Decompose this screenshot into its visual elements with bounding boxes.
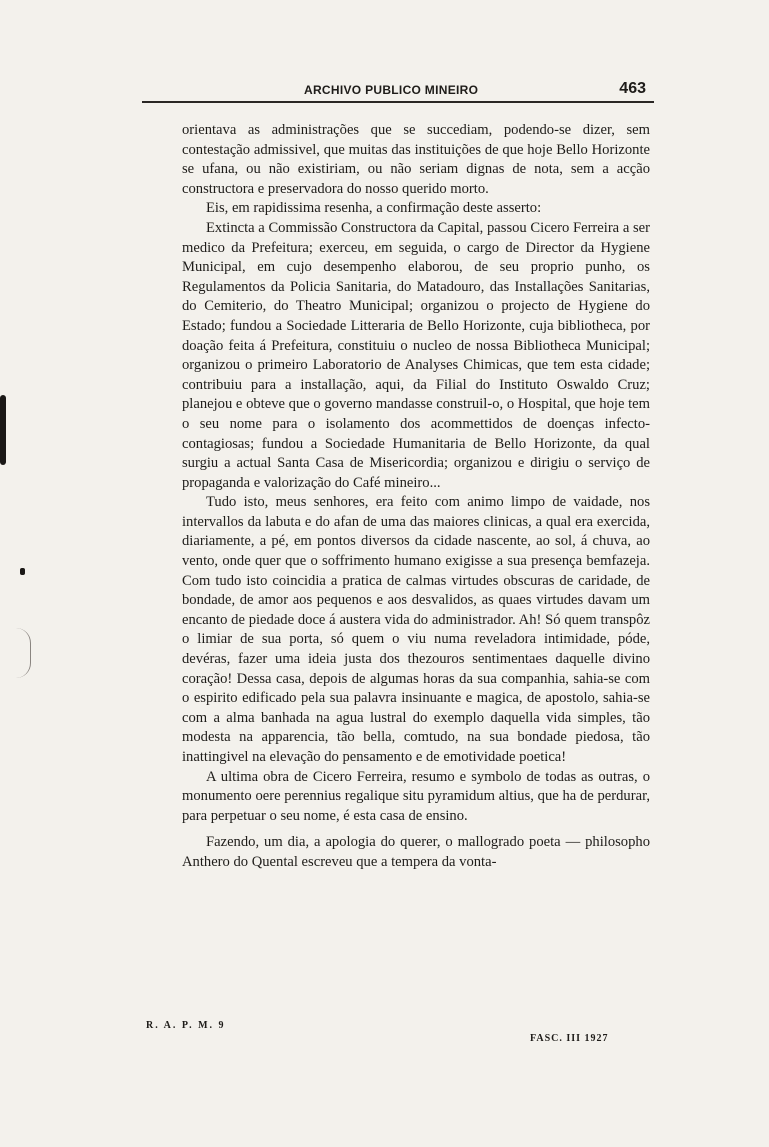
scan-edge-mark xyxy=(16,628,31,678)
header-rule xyxy=(142,101,654,103)
paragraph: Fazendo, um dia, a apologia do querer, o mallogrado poeta — philosopho Anthero do Quental escreveu que a tempera da vonta- xyxy=(182,834,650,870)
paragraph: Extincta a Commissão Constructora da Capital, passou Cicero Ferreira a ser medico da Prefeitura; exerceu, em seguida, o cargo de Director da Hygiene Municipal, em cujo desempenho elaborou, de seu proprio punho, os Regulamentos da Policia Sanitaria, do Matadouro, das Installações Sanitarias, do Cemiterio, do Theatro Municipal; organizou o projecto de Hygiene do Estado; fundou a Sociedade Litteraria de Bello Horizonte, cuja bibliotheca, por doação feita á Prefeitura, constituiu o nucleo de nossa Bibliotheca Municipal; organizou o primeiro Laboratorio de Analyses Chimicas, que tem esta cidade; contribuiu para a installação, aqui, da Filial do Instituto Oswaldo Cruz; planejou e obteve que o governo mandasse construil-o, o Hospital, que hoje tem o seu nome para o isolamento dos acommettidos de doenças infecto-contagiosas; fundou a Sociedade Humanitaria de Bello Horizonte, da qual surgiu a actual Santa Casa de Misericordia; organizou e dirigiu o serviço de propaganda e valorização do Café mineiro... xyxy=(182,219,650,491)
page-number: 463 xyxy=(619,80,646,97)
page-header xyxy=(176,80,652,102)
paragraph: orientava as administrações que se succediam, podendo-se dizer, sem contestação admissivel, que muitas das instituições de que hoje Bello Horizonte se ufana, ou não existiriam, ou não seriam dignas de nota, sem a acção constructora e preservadora do nosso querido morto. xyxy=(182,122,650,197)
running-title: ARCHIVO PUBLICO MINEIRO xyxy=(304,83,479,97)
fascicle-note: FASC. III 1927 xyxy=(530,1033,609,1044)
body-text xyxy=(182,121,650,873)
scan-edge-mark xyxy=(0,395,6,465)
paragraph: Eis, em rapidissima resenha, a confirmação deste asserto: xyxy=(206,200,542,217)
signature-mark: R. A. P. M. 9 xyxy=(146,1020,226,1031)
scan-edge-mark xyxy=(20,568,25,575)
paragraph: Tudo isto, meus senhores, era feito com animo limpo de vaidade, nos intervallos da labuta e do afan de uma das maiores clinicas, a qual era exercida, diariamente, a pé, em pontos diversos da cidade nascente, ao sol, á chuva, ao vento, onde quer que o soffrimento humano exigisse a sua presença bemfazeja. Com tudo isto coincidia a pratica de calmas virtudes obscuras de caridade, de bondade, de amor aos pequenos e aos desvalidos, as quaes virtudes davam um encanto de piedade doce á austera vida do administrador. Ah! Só quem transpôz o limiar de sua porta, só quem o viu numa reveladora intimidade, póde, devéras, fazer uma ideia justa dos thezouros sentimentaes daquelle divino coração! Dessa casa, depois de algumas horas da sua companhia, sahia-se com o espirito edificado pela sua palavra insinuante e magica, de apostolo, sahia-se com a alma banhada na agua lustral do exemplo daquella vida simples, tão modesta na apparencia, tão bella, comtudo, na sua bondade piedosa, tão inattingivel na elevação do pensamento e de emotividade poetica! xyxy=(182,494,650,765)
paragraph: A ultima obra de Cicero Ferreira, resumo e symbolo de todas as outras, o monumento oere perennius regalique situ pyramidum altius, que ha de perdurar, para perpetuar o seu nome, é esta casa de ensino. xyxy=(182,768,650,824)
